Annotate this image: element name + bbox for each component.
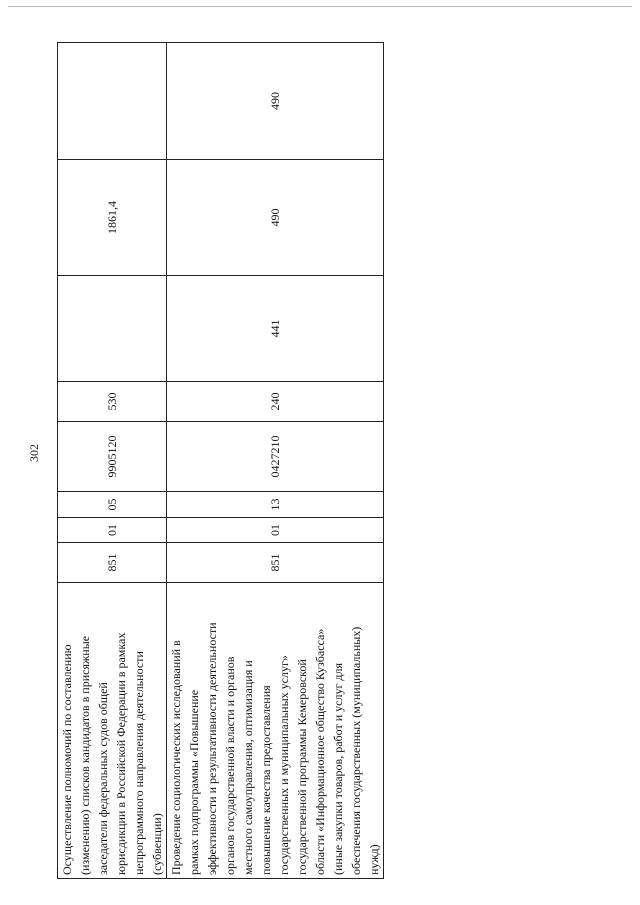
- rotated-table-content: [57, 43, 381, 879]
- amount-cell-1: 441: [167, 276, 384, 382]
- ministry-code-cell: 851: [167, 543, 384, 583]
- expense-type-cell: 240: [167, 382, 384, 422]
- row-name-cell: [167, 583, 384, 879]
- budget-table: [57, 42, 384, 879]
- expense-type-cell: 530: [58, 382, 167, 422]
- ministry-code-cell: 851: [58, 543, 167, 583]
- amount-cell-3: 490: [167, 43, 384, 160]
- row-name: Проведение социологических исследований в рамках подпрограммы «Повышение эффективности и результативности деятельности органов государственной власти и органов местного самоуправления, оптимизация и повышение качества предоставления государственных и муниципальных услуг» государственной программы Кемеровской области «Информационное общество Кузбасса» (иные закупки товаров, работ и услуг для обеспечения государственных (муниципальных) нужд): [169, 622, 381, 875]
- page-number: 302: [27, 444, 41, 462]
- table-row: [58, 43, 167, 879]
- amount-cell-3: [58, 43, 167, 160]
- amount-cell-1: [58, 276, 167, 382]
- row-name: Осуществление полномочий по составлению (изменению) списков кандидатов в присяжные заседатели федеральных судов общей юрисдикции в Российской Федерации в рамках непрограммного направления деятельности (субвенции): [60, 632, 164, 875]
- row-name-cell: [58, 583, 167, 879]
- section-code-cell: 01: [167, 518, 384, 543]
- subsection-code-cell: 13: [167, 492, 384, 518]
- amount-cell-2: 1861,4: [58, 160, 167, 276]
- top-border-line: [8, 6, 632, 7]
- table-row: [167, 43, 384, 879]
- amount-cell-2: 490: [167, 160, 384, 276]
- target-article-cell: 9905120: [58, 422, 167, 492]
- rotated-table-frame: [57, 43, 381, 879]
- target-article-cell: 0427210: [167, 422, 384, 492]
- section-code-cell: 01: [58, 518, 167, 543]
- subsection-code-cell: 05: [58, 492, 167, 518]
